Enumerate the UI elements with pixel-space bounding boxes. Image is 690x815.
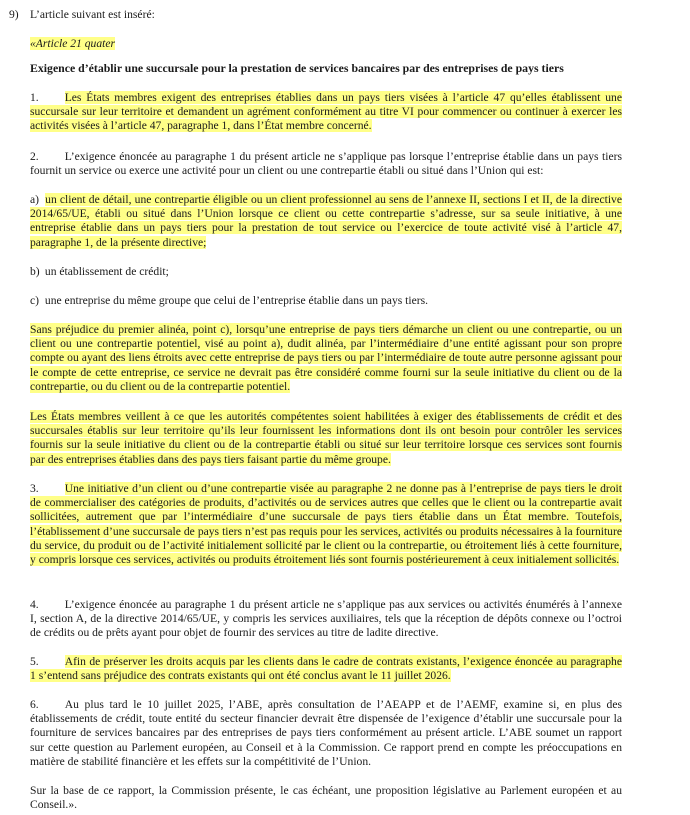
paragraph-5 bbox=[30, 655, 622, 683]
paragraph-2 bbox=[30, 150, 622, 178]
list-item-b: b) un établissement de crédit; bbox=[30, 265, 169, 278]
paragraph-1-text: Les États membres exigent des entreprises établies dans un pays tiers visées à l’article 47 qu’elles établissent une succursale sur leur territoire et demandent un agrément conformément au titre VI pour commencer ou continuer à exercer les activités visées à l’article 47, paragraphe 1, dans l’État membre concerné. bbox=[30, 91, 622, 133]
paragraph-sans-prejudice: Sans préjudice du premier alinéa, point c), lorsqu’une entreprise de pays tiers démarche un client ou une contrepartie, ou un client ou une contrepartie potentiel, visé au point a), dudit alinéa, par l’intermédiaire d’une entité agissant pour son propre compte ou ayant des liens étroits avec cette entreprise de pays tiers ou par l’intermédiaire de toute autre personne agissant pour le compte de cette entreprise, ce service ne devrait pas être considéré comme fourni sur la seule initiative du client ou de la contrepartie, ou du client ou de la contrepartie potentiel. bbox=[30, 323, 622, 393]
paragraph-3-number: 3. bbox=[30, 482, 39, 495]
paragraph-5-text: Afin de préserver les droits acquis par les clients dans le cadre de contrats existants, l’exigence énoncée au paragraphe 1 s’entend sans préjudice des contrats existants qui ont été conclus avant le 11 juillet 2026. bbox=[30, 655, 622, 683]
paragraph-4-number: 4. bbox=[30, 598, 39, 611]
list-item-a bbox=[30, 193, 622, 250]
paragraph-2-text: L’exigence énoncée au paragraphe 1 du présent article ne s’applique pas lorsque l’entreprise établie dans un pays tiers fournit un service ou exerce une activité pour un client ou une contrepartie établi ou situé dans l’Union qui est: bbox=[30, 150, 622, 178]
paragraph-3 bbox=[30, 482, 622, 567]
paragraph-etats-membres: Les États membres veillent à ce que les autorités compétentes soient habilitées à exiger des établissements de crédit et des succursales établis sur leur territoire qu’ils leur fournissent les informations dont ils ont besoin pour contrôler les services fournis sur la seule initiative du client ou de la contrepartie établi ou situé sur leur territoire lorsque ces services sont fournis par des entreprises établies dans des pays tiers faisant partie du même groupe. bbox=[30, 410, 622, 466]
list-item-c: c) une entreprise du même groupe que celui de l’entreprise établie dans un pays tiers. bbox=[30, 294, 429, 307]
list-item-b-text: un établissement de crédit; bbox=[44, 265, 169, 278]
paragraph-6-number: 6. bbox=[30, 698, 39, 711]
article-heading: Exigence d’établir une succursale pour la prestation de services bancaires par des entreprises de pays tiers bbox=[30, 61, 564, 75]
intro-text: L’article suivant est inséré: bbox=[30, 8, 155, 21]
list-item-a-label: a) bbox=[30, 193, 40, 206]
paragraph-2-number: 2. bbox=[30, 150, 39, 163]
paragraph-1-number: 1. bbox=[30, 91, 39, 104]
paragraph-4 bbox=[30, 598, 622, 641]
paragraph-3-text: Une initiative d’un client ou d’une contrepartie visée au paragraphe 2 ne donne pas à l’entreprise de pays tiers le droit de commercialiser des catégories de produits, d’activités ou de services autres que celles que le client ou la contrepartie avait sollicitées, autrement que par l’intermédiaire d’une succursale de pays tiers établie dans un État membre. Toutefois, l’établissement d’une succursale de pays tiers n’est pas requis pour les services, activités ou produits nécessaires à la fourniture du service, du produit ou de l’activité initialement sollicité par le client ou la contrepartie, ou étroitement liés à cette fourniture, y compris lorsque ces services, activités ou produits étroitement liés sont fournis postérieurement à ceux initialement sollicités. bbox=[30, 482, 622, 567]
paragraph-6-text: Au plus tard le 10 juillet 2025, l’ABE, après consultation de l’AEAPP et de l’AEMF, examine si, en plus des établissements de crédit, toute entité du secteur financier devrait être dispensée de l’exigence d’établir une succursale pour la fourniture de services bancaires par des entreprises de pays tiers conformément au présent article. L’ABE soumet un rapport sur cette question au Parlement européen, au Conseil et à la Commission. Ce rapport prend en compte les préoccupations en matière de stabilité financière et les effets sur la compétitivité de l’Union. bbox=[30, 698, 622, 768]
paragraph-5-number: 5. bbox=[30, 655, 39, 668]
list-item-c-text: une entreprise du même groupe que celui de l’entreprise établie dans un pays tiers. bbox=[44, 294, 429, 307]
paragraph-6 bbox=[30, 698, 622, 769]
list-item-a-text: un client de détail, une contrepartie éligible ou un client professionnel au sens de l’annexe II, sections I et II, de la directive 2014/65/UE, établi ou situé dans l’Union lorsque ce client ou cette contrepartie s’adresse, sur sa seule initiative, à une entreprise établie dans un pays tiers pour la prestation de tout service ou l’exercice de toute activité visé à l’article 47, paragraphe 1, de la présente directive; bbox=[30, 193, 622, 249]
article-label: «Article 21 quater bbox=[30, 37, 116, 50]
paragraph-final: Sur la base de ce rapport, la Commission présente, le cas échéant, une proposition législative au Parlement européen et au Conseil.». bbox=[30, 784, 622, 812]
paragraph-1 bbox=[30, 91, 622, 134]
item-number: 9) bbox=[9, 8, 19, 21]
paragraph-4-text: L’exigence énoncée au paragraphe 1 du présent article ne s’applique pas aux services ou activités énumérés à l’annexe I, section A, de la directive 2014/65/UE, y compris les services auxiliaires, tels que la réception de dépôts connexe ou l’octroi de crédits ou de prêts ayant pour objet de fournir des services au titre de ladite directive. bbox=[30, 598, 622, 640]
